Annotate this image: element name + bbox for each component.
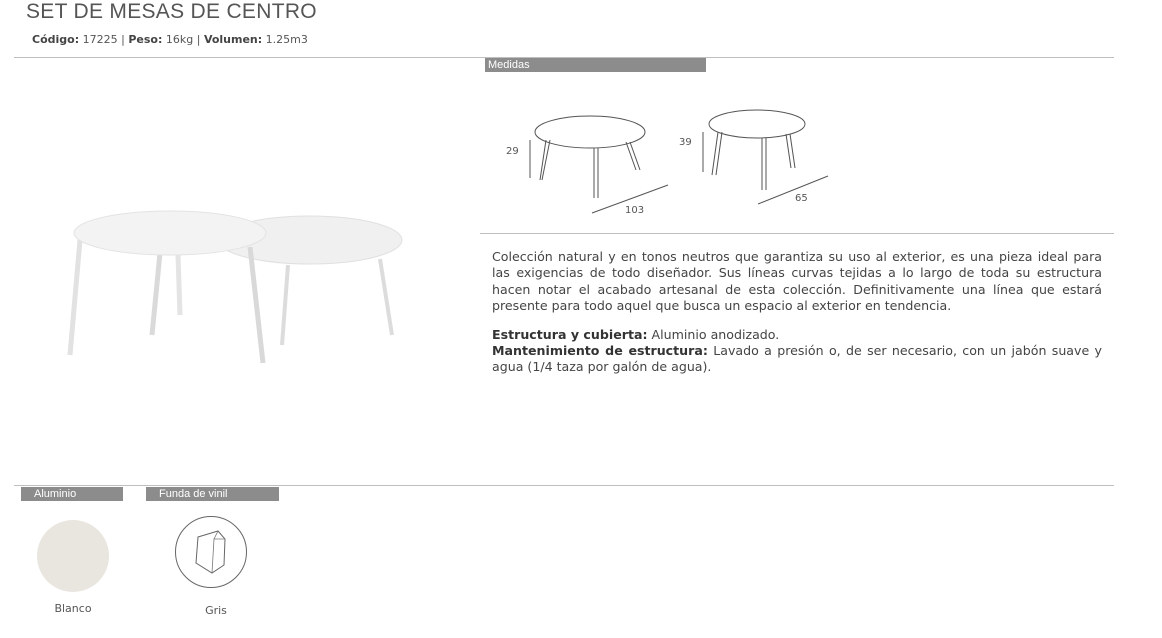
volumen-value: 1.25m3	[265, 33, 308, 46]
estructura-label: Estructura y cubierta:	[492, 326, 648, 342]
large-table-height: 29	[506, 146, 519, 157]
volumen-label: Volumen:	[203, 33, 263, 46]
codigo-value: 17225	[82, 33, 118, 46]
dimensions-drawing	[490, 100, 850, 225]
cover-icon[interactable]	[174, 515, 248, 589]
description-paragraph: Colección natural y en tonos neutros que garantiza su uso al exterior, es una pieza ideal para las exigencias de todo diseñador. Sus líneas curvas tejidas a lo largo de toda su estructura hacen notar el acabado artesanal de esta colección. Definitivamente una línea que estará presente para todo aquel que busca un espacio al exterior en tendencia.	[492, 249, 1102, 314]
product-image	[60, 195, 420, 395]
mantenimiento-line	[492, 343, 1102, 376]
front-table	[70, 211, 266, 363]
dims-divider	[480, 233, 1114, 234]
large-table-diameter: 103	[625, 205, 645, 216]
codigo-label: Código:	[32, 33, 80, 46]
swatch-gris-label: Gris	[205, 604, 227, 617]
small-table-drawing	[703, 110, 828, 204]
finishes-divider	[14, 485, 1114, 486]
peso-value: 16kg	[165, 33, 194, 46]
separator: |	[196, 33, 201, 46]
estructura-line	[492, 327, 1102, 343]
page-title: SET DE MESAS DE CENTRO	[26, 0, 317, 23]
estructura-value: Aluminio anodizado.	[651, 326, 780, 342]
swatch-blanco-label: Blanco	[54, 602, 92, 615]
mantenimiento-label: Mantenimiento de estructura:	[492, 343, 708, 359]
peso-label: Peso:	[128, 33, 163, 46]
vinil-tag: Funda de vinil	[146, 487, 279, 501]
swatch-blanco[interactable]	[37, 520, 109, 592]
mantenimiento-value: Lavado a presión o, de ser necesario, con un jabón suave y agua (1/4 taza por galón de agua).	[492, 343, 1103, 375]
aluminio-tag: Aluminio	[21, 487, 123, 501]
large-table-drawing	[530, 116, 668, 213]
product-description	[492, 249, 1102, 376]
small-table-height: 39	[679, 137, 692, 148]
separator: |	[121, 33, 125, 46]
small-table-diameter: 65	[795, 193, 808, 204]
medidas-tag: Medidas	[485, 58, 706, 72]
product-specs	[32, 33, 308, 46]
